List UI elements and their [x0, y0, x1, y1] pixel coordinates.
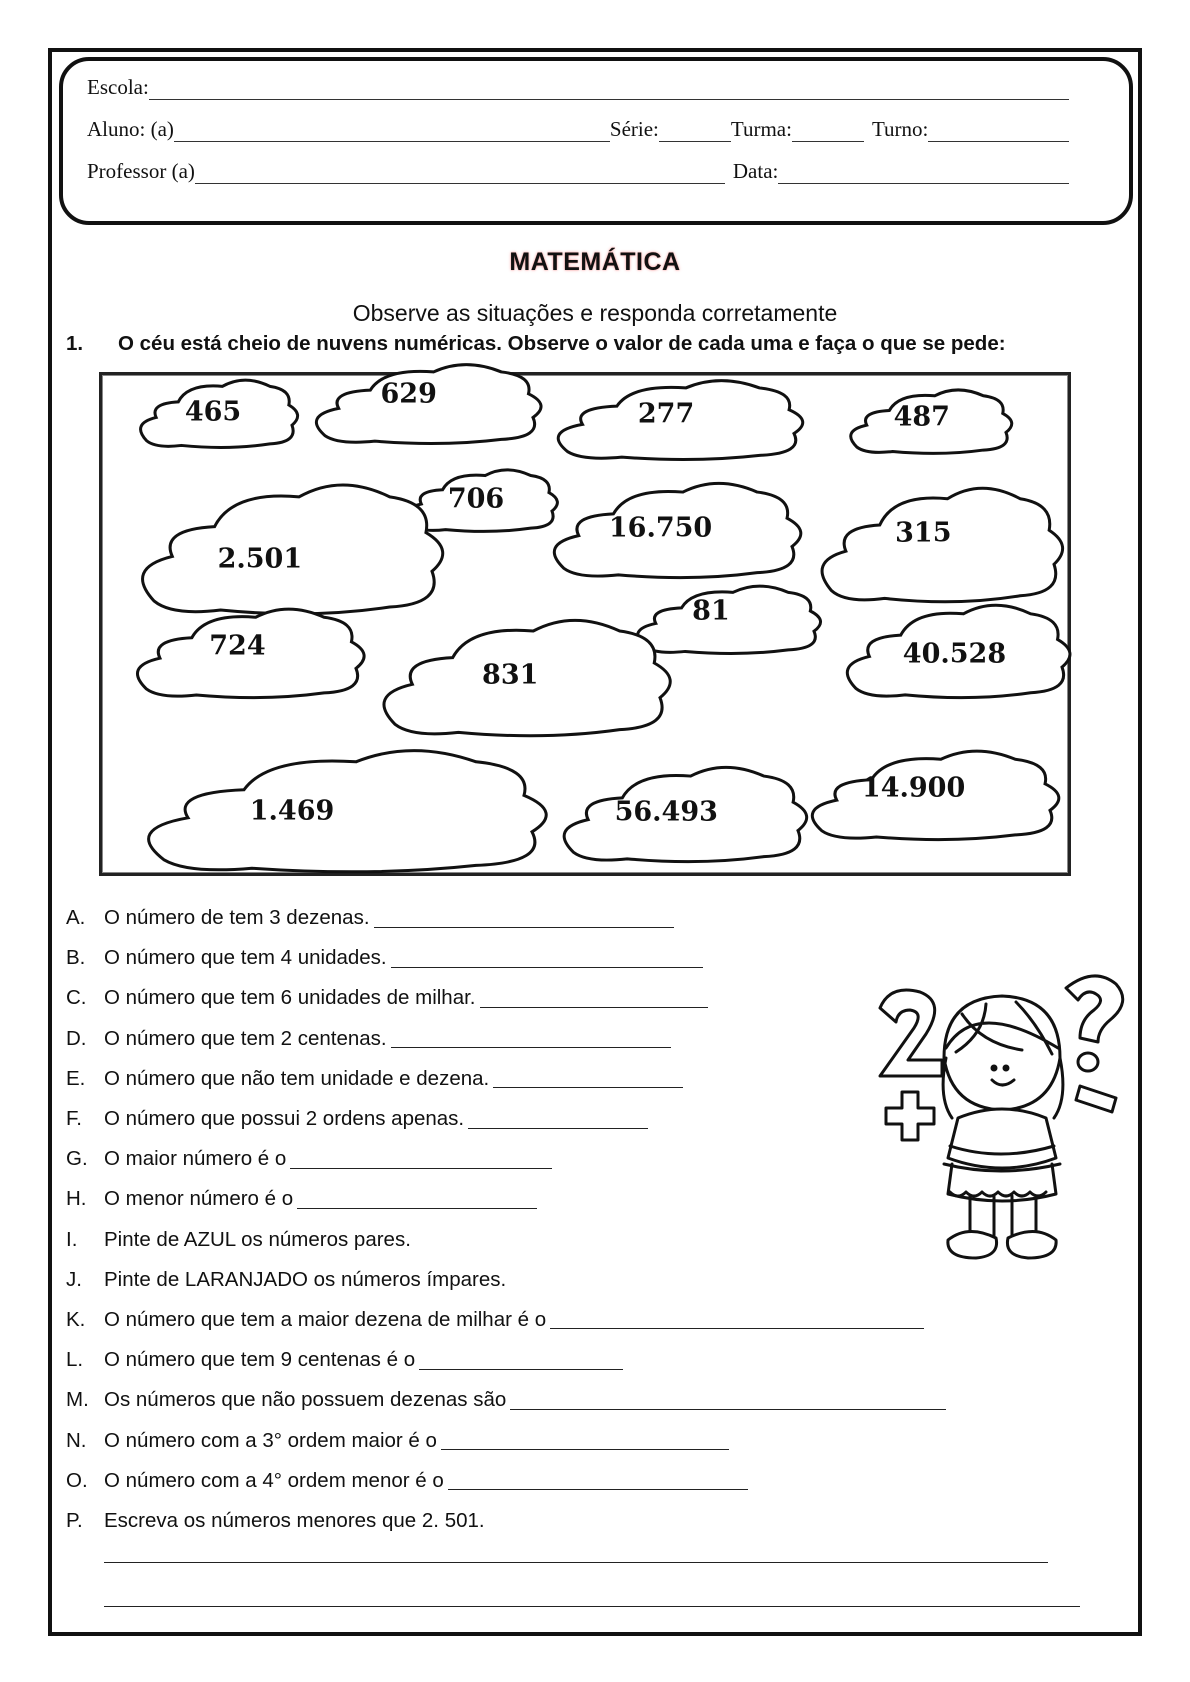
- number-cloud[interactable]: [838, 601, 1062, 697]
- answer-blank[interactable]: [391, 1029, 671, 1048]
- item-letter: E.: [66, 1066, 86, 1090]
- item-text: O número de tem 3 dezenas.: [104, 906, 370, 930]
- number-clouds-panel: [99, 372, 1071, 876]
- number-cloud[interactable]: [844, 387, 1006, 453]
- question-item: [66, 1179, 946, 1219]
- item-text: Pinte de AZUL os números pares.: [104, 1227, 411, 1251]
- cloud-number: 2.501: [217, 543, 303, 575]
- teacher-label: Professor (a): [87, 159, 195, 183]
- cloud-number: 629: [380, 378, 437, 410]
- item-letter: H.: [66, 1187, 87, 1211]
- item-letter: J.: [66, 1267, 82, 1291]
- school-label: Escola:: [87, 75, 149, 99]
- item-letter: M.: [66, 1388, 89, 1412]
- item-text: O número que tem 9 centenas é o: [104, 1348, 416, 1372]
- answer-blank[interactable]: [550, 1310, 924, 1329]
- item-letter: L.: [66, 1348, 84, 1372]
- page-title: MATEMÁTICA: [509, 248, 681, 276]
- question-items: [66, 898, 946, 1541]
- item-letter: A.: [66, 906, 86, 930]
- item-text: Escreva os números menores que 2. 501.: [104, 1508, 485, 1532]
- number-cloud[interactable]: [548, 377, 794, 459]
- number-cloud[interactable]: [132, 745, 532, 871]
- number-cloud[interactable]: [307, 361, 533, 443]
- answer-blank[interactable]: [493, 1069, 683, 1088]
- cloud-number: 724: [209, 630, 266, 662]
- item-letter: N.: [66, 1428, 87, 1452]
- question-item: [66, 1139, 946, 1179]
- answer-blank[interactable]: [297, 1190, 537, 1209]
- question-text: O céu está cheio de nuvens numéricas. Observe o valor de cada uma e faça o que se pede:: [118, 332, 1006, 355]
- answer-blank[interactable]: [480, 989, 708, 1008]
- question-item: [66, 1099, 946, 1139]
- question-item: [66, 1019, 946, 1059]
- question-item: [66, 898, 946, 938]
- answer-blank[interactable]: [290, 1150, 552, 1169]
- item-letter: C.: [66, 986, 87, 1010]
- date-label: Data:: [732, 159, 779, 183]
- cloud-number: 315: [895, 517, 952, 549]
- item-text: O número que tem 6 unidades de milhar.: [104, 986, 476, 1010]
- grade-label: Série:: [609, 117, 659, 141]
- question-item: [66, 1059, 946, 1099]
- cloud-number: 706: [447, 483, 505, 515]
- item-text: O menor número é o: [104, 1187, 294, 1211]
- item-text: O número que possui 2 ordens apenas.: [104, 1107, 465, 1131]
- grade-field[interactable]: [659, 123, 731, 142]
- girl-with-math-symbols-icon: [866, 968, 1130, 1268]
- teacher-row: [87, 159, 1069, 184]
- item-text: Pinte de LARANJADO os números ímpares.: [104, 1267, 507, 1291]
- item-letter: P.: [66, 1508, 83, 1532]
- school-field[interactable]: [149, 81, 1069, 100]
- cloud-number: 1.469: [249, 795, 335, 827]
- answer-blank[interactable]: [441, 1431, 729, 1450]
- student-field[interactable]: [174, 123, 610, 142]
- question-item: [66, 1300, 946, 1340]
- item-text: O número que tem a maior dezena de milhar é o: [104, 1307, 547, 1331]
- student-label: Aluno: (a): [87, 117, 174, 141]
- item-letter: I.: [66, 1227, 78, 1251]
- student-info-box: [59, 57, 1133, 225]
- question-item: [66, 938, 946, 978]
- cloud-number: 277: [637, 398, 695, 430]
- cloud-number: 831: [482, 659, 539, 691]
- answer-blank[interactable]: [391, 949, 703, 968]
- item-text: O número com a 3° ordem maior é o: [104, 1428, 437, 1452]
- question-item: [66, 1260, 946, 1300]
- item-letter: G.: [66, 1147, 88, 1171]
- item-text: O número que não tem unidade e dezena.: [104, 1066, 490, 1090]
- date-field[interactable]: [778, 165, 1069, 184]
- cloud-number: 465: [184, 396, 242, 428]
- item-text: O maior número é o: [104, 1147, 287, 1171]
- question-item: [66, 1461, 946, 1501]
- question-item: [66, 1220, 946, 1260]
- answer-line-2[interactable]: [104, 1606, 1080, 1607]
- answer-blank[interactable]: [374, 909, 674, 928]
- number-cloud[interactable]: [372, 615, 660, 735]
- cloud-number: 56.493: [614, 796, 718, 828]
- question-item: [66, 1380, 946, 1420]
- shift-label: Turno:: [871, 117, 929, 141]
- item-letter: O.: [66, 1468, 88, 1492]
- number-cloud[interactable]: [130, 479, 432, 613]
- class-label: Turma:: [730, 117, 792, 141]
- question-item: [66, 978, 946, 1018]
- answer-blank[interactable]: [419, 1351, 623, 1370]
- number-cloud[interactable]: [802, 747, 1050, 839]
- answer-blank[interactable]: [448, 1471, 748, 1490]
- question-item: [66, 1501, 946, 1541]
- student-row: [87, 117, 1069, 142]
- item-letter: B.: [66, 946, 86, 970]
- question-1: [66, 332, 1006, 356]
- item-text: Os números que não possuem dezenas são: [104, 1388, 507, 1412]
- answer-blank[interactable]: [468, 1110, 648, 1129]
- item-letter: F.: [66, 1107, 82, 1131]
- instructions: Observe as situações e responda corretamente: [352, 300, 838, 326]
- number-cloud[interactable]: [134, 377, 292, 447]
- cloud-number: 14.900: [861, 772, 966, 804]
- cloud-number: 487: [893, 401, 950, 433]
- cloud-number: 16.750: [608, 512, 713, 544]
- item-text: O número com a 4° ordem menor é o: [104, 1468, 444, 1492]
- item-letter: D.: [66, 1026, 87, 1050]
- item-letter: K.: [66, 1307, 86, 1331]
- shift-field[interactable]: [928, 123, 1069, 142]
- number-cloud[interactable]: [544, 479, 792, 577]
- cloud-number: 81: [692, 595, 730, 627]
- cloud-number: 40.528: [902, 638, 1007, 670]
- answer-line-1[interactable]: [104, 1562, 1048, 1563]
- class-field[interactable]: [792, 123, 864, 142]
- number-cloud[interactable]: [128, 605, 356, 697]
- answer-blank[interactable]: [510, 1391, 946, 1410]
- question-number: 1.: [66, 332, 84, 355]
- teacher-field[interactable]: [195, 165, 725, 184]
- number-cloud[interactable]: [554, 763, 798, 861]
- number-cloud[interactable]: [812, 483, 1054, 601]
- item-text: O número que tem 4 unidades.: [104, 946, 387, 970]
- question-item: [66, 1420, 946, 1460]
- question-item: [66, 1340, 946, 1380]
- school-row: [87, 75, 1069, 100]
- item-text: O número que tem 2 centenas.: [104, 1026, 387, 1050]
